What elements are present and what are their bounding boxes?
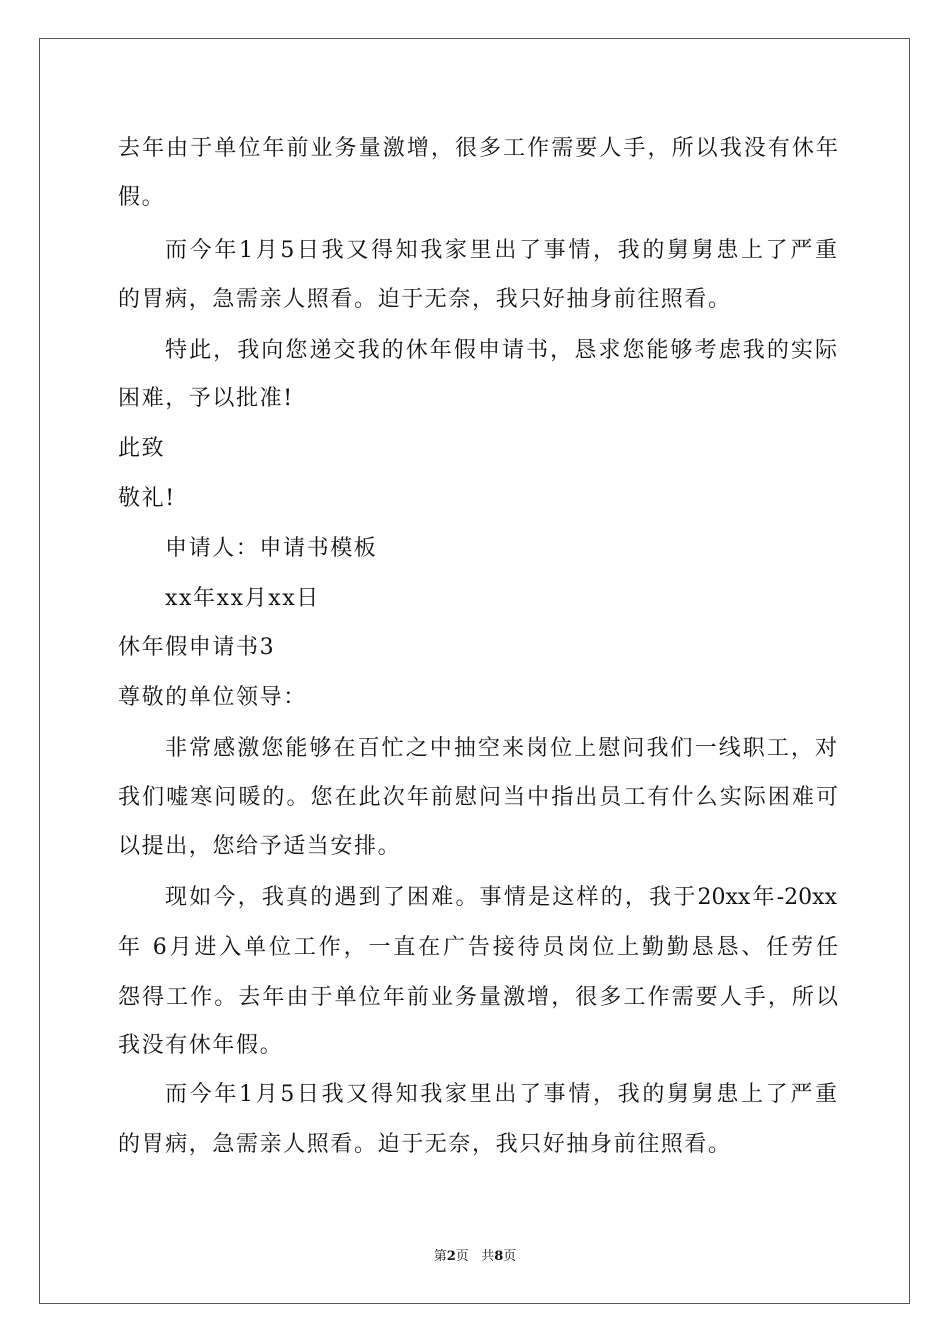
text-line: 的胃病，急需亲人照看。迫于无奈，我只好抽身前往照看。 [118, 1132, 732, 1157]
text-line: 我们嘘寒问暖的。您在此次年前慰问当中指出员工有什么实际困难可 [118, 785, 838, 810]
date-line: xx年xx月xx日 [165, 586, 320, 611]
section-title: 休年假申请书3 [118, 635, 276, 660]
page-footer [0, 1245, 950, 1264]
text-line: 我没有休年假。 [118, 1033, 284, 1058]
text-line: 现如今，我真的遇到了困难。事情是这样的，我于20xx年-20xx [165, 885, 837, 910]
text-line: 而今年1月5日我又得知我家里出了事情，我的舅舅患上了严重 [165, 1082, 837, 1107]
salutation-line: 此致 [118, 436, 166, 461]
text-line: 而今年1月5日我又得知我家里出了事情，我的舅舅患上了严重 [165, 238, 837, 263]
greeting-line: 尊敬的单位领导： [118, 685, 307, 710]
page-number: 2 [446, 1249, 456, 1264]
total-pages: 8 [494, 1249, 504, 1264]
text-line: 假。 [118, 185, 166, 210]
text-line: 去年由于单位年前业务量激增，很多工作需要人手，所以我没有休年 [118, 136, 838, 161]
page-suffix: 页 [455, 1249, 469, 1264]
text-line: 困难，予以批准! [118, 386, 294, 411]
text-line: 的胃病，急需亲人照看。迫于无奈，我只好抽身前往照看。 [118, 287, 732, 312]
applicant-line: 申请人：申请书模板 [165, 536, 378, 561]
page-prefix: 第 [433, 1249, 447, 1264]
text-line: 以提出，您给予适当安排。 [118, 834, 402, 859]
text-line: 年 6月进入单位工作，一直在广告接待员岗位上勤勤恳恳、任劳任 [118, 935, 838, 960]
text-line: 特此，我向您递交我的休年假申请书，恳求您能够考虑我的实际 [165, 338, 837, 363]
total-suffix: 页 [503, 1249, 517, 1264]
text-line: 怨得工作。去年由于单位年前业务量激增，很多工作需要人手，所以 [118, 985, 838, 1010]
salutation-line: 敬礼! [118, 486, 176, 511]
page-border [39, 38, 910, 1304]
total-prefix: 共 [481, 1249, 495, 1264]
text-line: 非常感激您能够在百忙之中抽空来岗位上慰问我们一线职工，对 [165, 736, 837, 761]
